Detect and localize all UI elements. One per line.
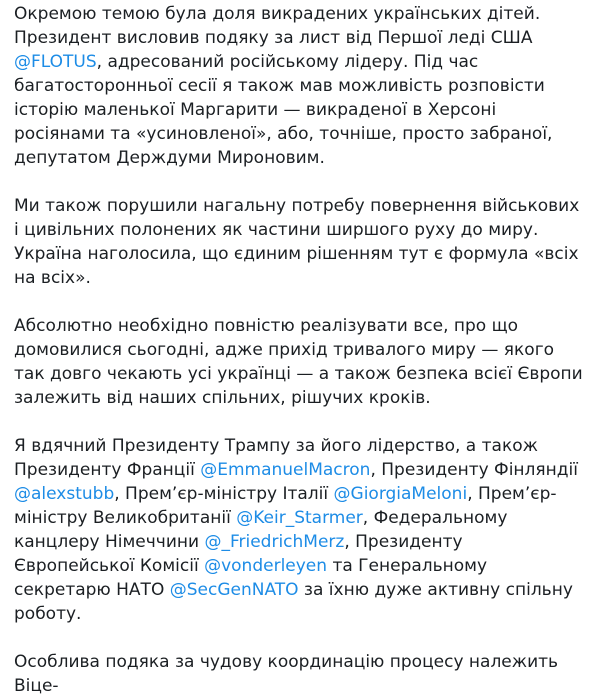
post-paragraph: Абсолютно необхідно повністю реалізувати все, про що домовилися сьогодні, адже прихід тривалого миру — якого так довго чекають усі українці — а також безпека всієї Європи залежить від наших спільних, рішучих кроків.: [14, 316, 583, 408]
mention-link-friedrichmerz[interactable]: @_FriedrichMerz: [204, 532, 345, 552]
mention-link-flotus[interactable]: @FLOTUS: [14, 52, 97, 72]
mention-link-emmanuelmacron[interactable]: @EmmanuelMacron: [200, 460, 371, 480]
post-paragraph: [7, 434, 587, 626]
post-paragraph: Ми також порушили нагальну потребу повернення військових і цивільних полонених як частини ширшого руху до миру. Україна наголосила, що єдиним рішенням тут є формула «всіх на всіх».: [14, 196, 580, 288]
paragraph-text: , Президенту Європейської Комісії: [14, 532, 463, 576]
mention-link-vonderleyen[interactable]: @vonderleyen: [204, 556, 328, 576]
paragraph-text: та Генеральному секретарю НАТО: [14, 556, 488, 600]
paragraph-text: , Федеральному канцлеру Німеччини: [14, 508, 508, 552]
mention-link-secgennato[interactable]: @SecGenNATO: [169, 580, 299, 600]
paragraph-text: , Прем’єр-міністру Великобританії: [14, 484, 557, 528]
mention-link-giorgiameloni[interactable]: @GiorgiaMeloni: [333, 484, 468, 504]
mention-link-keir-starmer[interactable]: @Keir_Starmer: [236, 508, 363, 528]
paragraph-text: за їхню дуже активну спільну роботу.: [14, 580, 573, 624]
paragraph-text: , адресований російському лідеру. Під час багатосторонньої сесії я також мав можливість розповісти історію маленької Маргарити — викраденої в Херсоні росіянами та «усиновленої», або, точніше, просто забраної, депутатом Держдуми Мироновим.: [14, 52, 553, 168]
paragraph-text: , Прем’єр-міністру Італії: [114, 484, 334, 504]
post-body: [7, 0, 587, 698]
paragraph-text: Окремою темою була доля викрадених українських дітей. Президент висловив подяку за лист від Першої леді США: [14, 4, 541, 48]
paragraph-text: , Президенту Фінляндії: [370, 460, 578, 480]
mention-link-alexstubb[interactable]: @alexstubb: [14, 484, 115, 504]
post-paragraph: Особлива подяка за чудову координацію процесу належить Віце-: [14, 652, 559, 696]
paragraph-text: Я вдячний Президенту Трампу за його лідерство, а також Президенту Франції: [14, 436, 538, 480]
post-paragraph: [7, 0, 587, 170]
